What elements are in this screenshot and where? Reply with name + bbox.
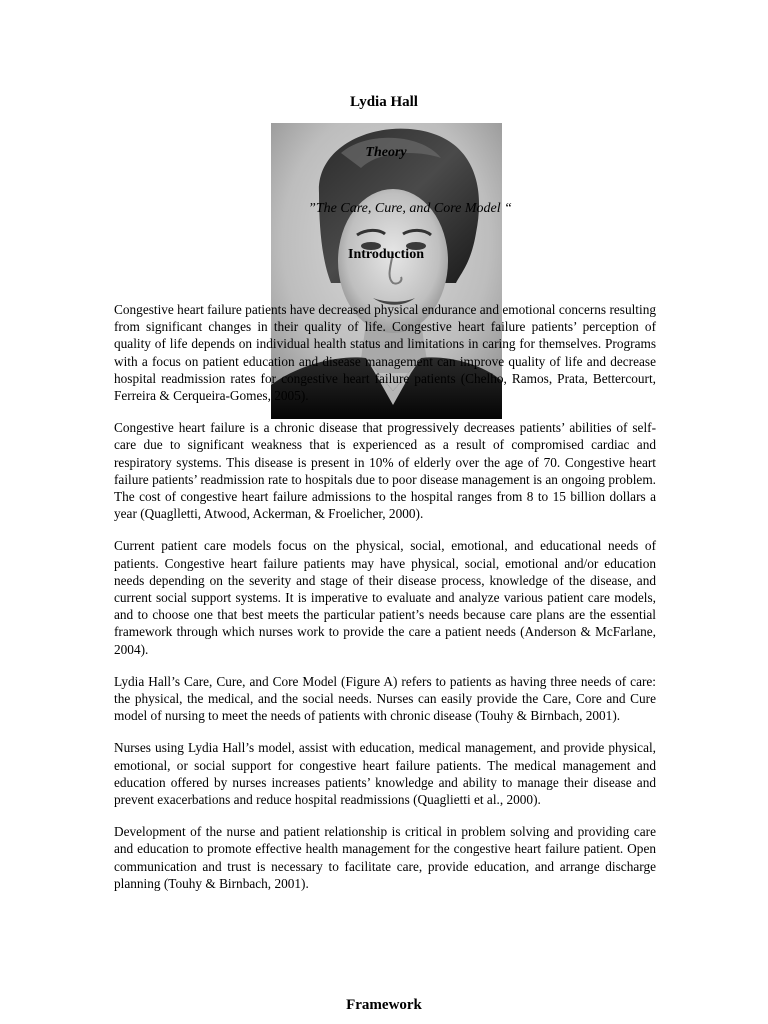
paragraph: Development of the nurse and patient relationship is critical in problem solving and providing care and education to promote effective health management for the congestive heart failure patient. Open communication and trust is necessary to facilitate care, provide education, and arrange discharge planning (Touhy & Birnbach, 2001). bbox=[114, 824, 656, 891]
paragraph: Congestive heart failure patients have decreased physical endurance and emotional concerns resulting from significant changes in their quality of life. Congestive heart failure patients’ perception of quality of life depends on individual health status and limitations in caring for themselves. Programs with a focus on patient education and disease management can improve quality of life and decrease hospital readmission rates for congestive heart failure patients (Chelho, Ramos, Prata, Bettercourt, Ferreira & Cerqueira-Gomes, 2005). bbox=[114, 302, 656, 404]
body-text bbox=[114, 301, 656, 907]
model-name: ”The Care, Cure, and Core Model “ bbox=[308, 201, 512, 216]
introduction-heading: Introduction bbox=[348, 247, 424, 262]
theory-label: Theory bbox=[365, 145, 407, 160]
paragraph: Nurses using Lydia Hall’s model, assist with education, medical management, and provide physical, emotional, or social support for congestive heart failure patients. The medical management and education offered by nurses increases patients’ knowledge and ability to manage their disease and prevent exacerbations and reduce hospital readmissions (Quaglietti et al., 2000). bbox=[114, 740, 656, 808]
paragraph: Congestive heart failure is a chronic disease that progressively decreases patients’ abilities of self-care due to significant weakness that is experienced as a result of compromised cardiac and respiratory systems. This disease is present in 10% of elderly over the age of 70. Congestive heart failure patients’ readmission rate to hospitals due to poor disease management is an ongoing problem. The cost of congestive heart failure admissions to the hospital ranges from 8 to 15 billion dollars a year (Quaglletti, Atwood, Ackerman, & Froelicher, 2000). bbox=[114, 420, 656, 522]
paragraph: Current patient care models focus on the physical, social, emotional, and educational needs of patients. Congestive heart failure patients may have physical, social, emotional and/or education needs depending on the severity and stage of their disease process, knowledge of the disease, and current social support systems. It is imperative to evaluate and analyze various patient care models, and to choose one that best meets the particular patient’s needs because care plans are the essential framework through which nurses work to provide the care a patient needs (Anderson & McFarlane, 2004). bbox=[114, 538, 656, 657]
document-title: Lydia Hall bbox=[350, 94, 418, 110]
framework-heading: Framework bbox=[346, 997, 422, 1013]
paragraph: Lydia Hall’s Care, Cure, and Core Model (Figure A) refers to patients as having three needs of care: the physical, the medical, and the social needs. Nurses can easily provide the Care, Core and Cure model of nursing to meet the needs of patients with chronic disease (Touhy & Birnbach, 2001). bbox=[114, 673, 656, 724]
